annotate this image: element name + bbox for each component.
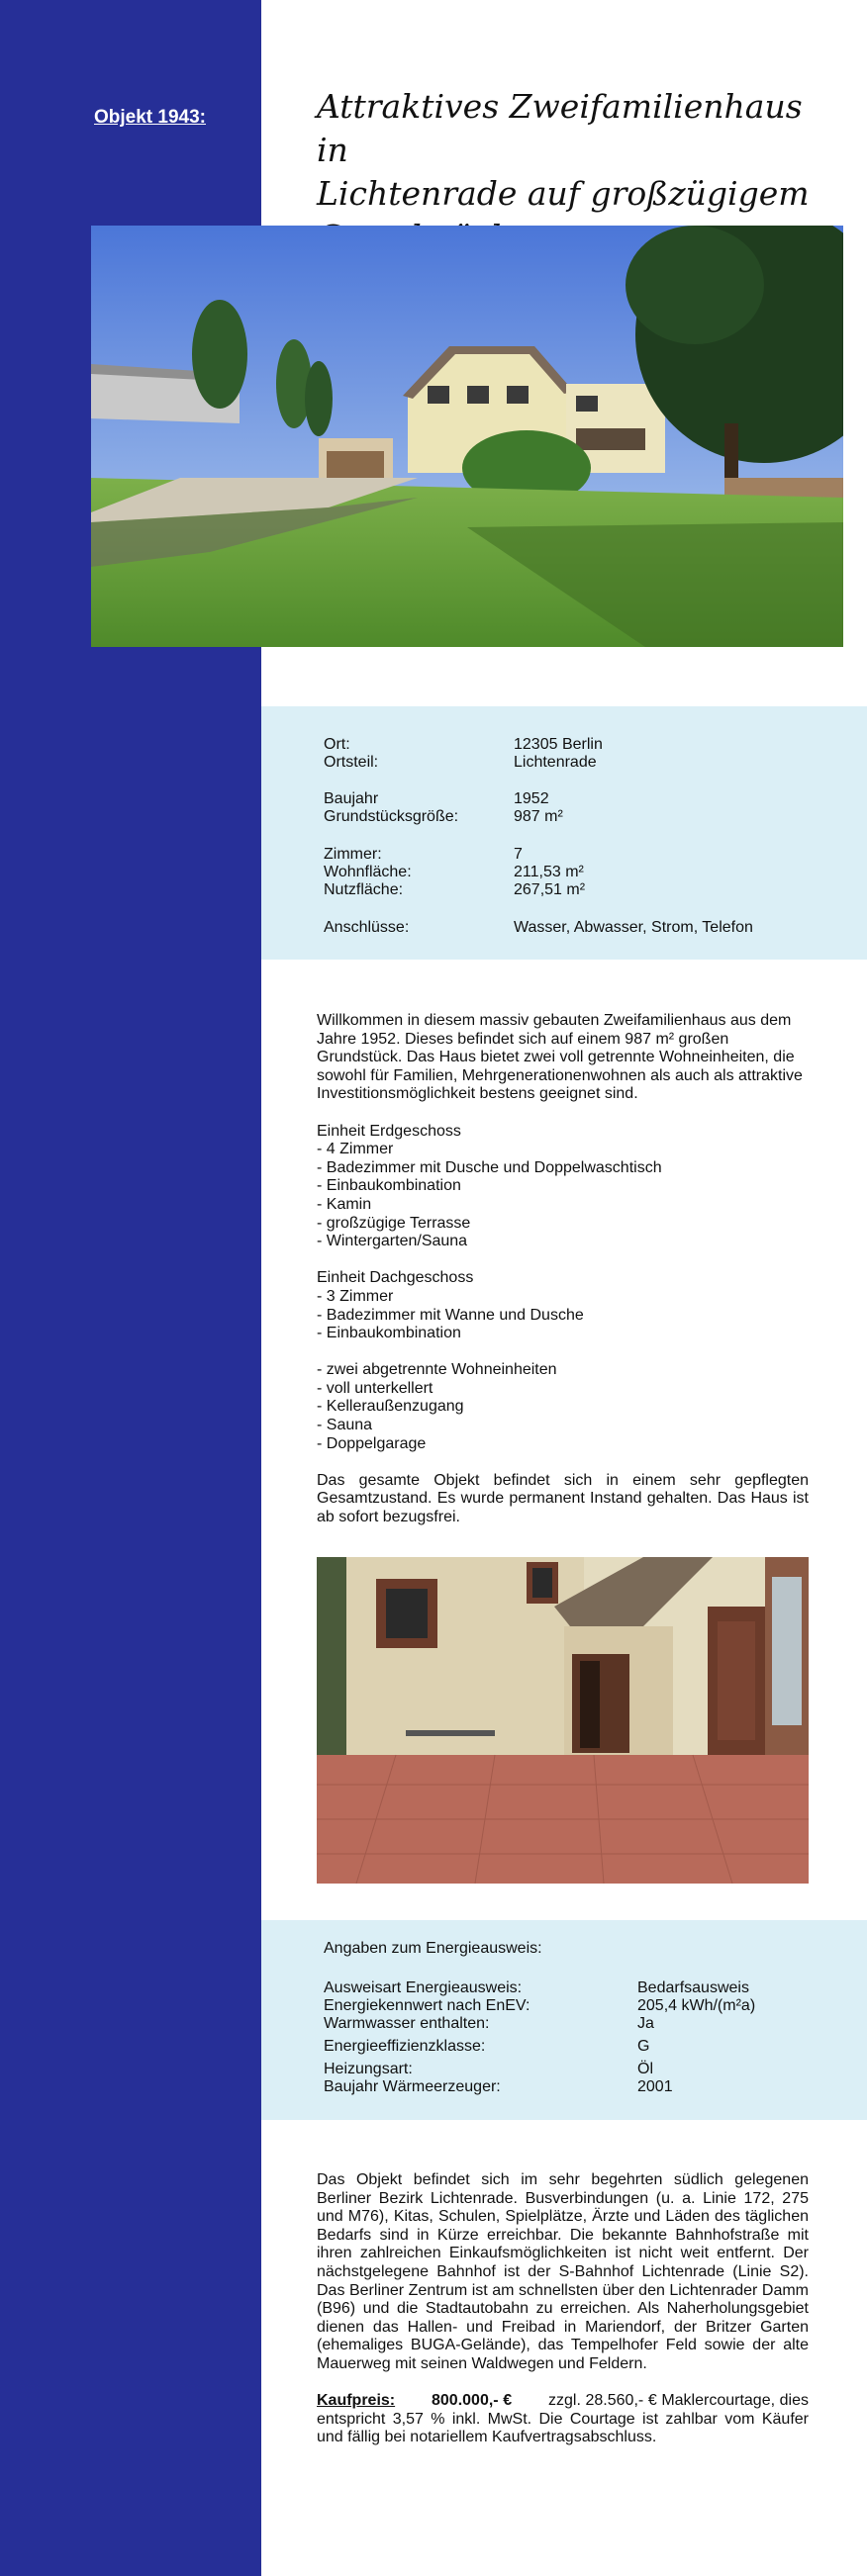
energy-value: 205,4 kWh/(m²a) xyxy=(637,1997,756,2014)
fact-value: 7 xyxy=(514,846,523,863)
list-item: - Badezimmer mit Dusche und Doppelwaschtisch xyxy=(317,1158,662,1176)
fact-value: 1952 xyxy=(514,790,549,807)
fact-label: Zimmer: xyxy=(324,846,382,863)
condition-paragraph: Das gesamte Objekt befindet sich in einem sehr gepflegten Gesamtzustand. Es wurde permanent Instand gehalten. Das Haus ist ab sofort bezugsfrei. xyxy=(317,1471,809,1526)
list-item: - voll unterkellert xyxy=(317,1379,434,1397)
list-item: - großzügige Terrasse xyxy=(317,1214,471,1232)
fact-label: Nutzfläche: xyxy=(324,881,404,898)
terrace-photo xyxy=(317,1557,809,1884)
list-item: - Einbaukombination xyxy=(317,1177,461,1195)
list-item: - zwei abgetrennte Wohneinheiten xyxy=(317,1361,557,1379)
list-item: - Kamin xyxy=(317,1195,372,1213)
fact-label: Grundstücksgröße: xyxy=(324,808,459,825)
unit-ground-floor xyxy=(317,1123,809,1251)
list-item: - Sauna xyxy=(317,1417,373,1434)
title-line-1: Attraktives Zweifamilienhaus in xyxy=(317,87,803,169)
price-amount: 800.000,- € xyxy=(432,2392,513,2410)
fact-label: Ortsteil: xyxy=(324,754,379,771)
house-exterior-photo xyxy=(91,226,843,647)
list-item: - Kelleraußenzugang xyxy=(317,1398,464,1416)
list-item: - Wintergarten/Sauna xyxy=(317,1233,468,1250)
object-number: Objekt 1943: xyxy=(94,107,206,128)
fact-label: Anschlüsse: xyxy=(324,919,410,936)
property-description xyxy=(317,1012,809,1545)
list-item: - 4 Zimmer xyxy=(317,1141,394,1158)
list-item: - Einbaukombination xyxy=(317,1325,461,1342)
energy-value: 2001 xyxy=(637,2078,673,2095)
location-paragraph: Das Objekt befindet sich im sehr begehrten südlich gelegenen Berliner Bezirk Lichtenrade. Busverbindungen (u. a. Linie 172, 275 und M76), Kitas, Schulen, Spielplätze, Ärzte und Läden des täglichen Bedarfs sind in Kürze erreichbar. Die bekannte Bahnhofstraße mit ihren zahlreichen Einkaufsmöglichkeiten ist nicht weit entfernt. Der nächstgelegene Bahnhof ist der S-Bahnhof Lichtenrade (Linie S2). Das Berliner Zentrum ist am schnellsten über den Lichtenrader Damm (B96) und die Stadtautobahn zu erreichen. Als Naherholungsgebiet dienen das Hallen- und Freibad in Mariendorf, der Britzer Garten (ehemaliges BUGA-Gelände), das Tempelhofer Feld sowie der alte Mauerweg mit seinen Waldwegen und Feldern. xyxy=(317,2171,809,2372)
price-label: Kaufpreis: xyxy=(317,2392,396,2410)
title-line-2: Lichtenrade auf großzügigem xyxy=(317,174,810,213)
intro-paragraph: Willkommen in diesem massiv gebauten Zweifamilienhaus aus dem Jahre 1952. Dieses befindet sich auf einem 987 m² großen Grundstück. Das Haus bietet zwei voll getrennte Wohneinheiten, die sowohl für Familien, Mehrgenerationenwohnen als auch als attraktive Investitionsmöglichkeit bestens geeignet sind. xyxy=(317,1012,803,1103)
energy-value: G xyxy=(637,2038,650,2055)
list-item: - Doppelgarage xyxy=(317,1434,427,1452)
energy-value: Bedarfsausweis xyxy=(637,1979,749,1996)
fact-value: 211,53 m² xyxy=(514,864,584,880)
price-paragraph xyxy=(317,2392,809,2447)
location-section xyxy=(317,2171,809,2466)
fact-label: Ort: xyxy=(324,736,350,753)
list-item: - Badezimmer mit Wanne und Dusche xyxy=(317,1306,584,1324)
energy-certificate-box xyxy=(261,1920,867,2120)
price-text: zzgl. 28.560,- € Maklercourtage, dies entspricht 3,57 % inkl. MwSt. Die Courtage ist zahlbar vom Käufer und fällig bei notariellem Kaufvertragsabschluss. xyxy=(317,2392,810,2446)
energy-label: Energieeffizienzklasse: xyxy=(324,2038,486,2055)
list-item: - 3 Zimmer xyxy=(317,1287,394,1305)
energy-label: Baujahr Wärmeerzeuger: xyxy=(324,2078,501,2095)
extras-list xyxy=(317,1361,809,1453)
energy-label: Energiekennwert nach EnEV: xyxy=(324,1997,530,2014)
property-facts-box xyxy=(261,706,867,960)
energy-heading: Angaben zum Energieausweis: xyxy=(324,1940,542,1957)
energy-label: Heizungsart: xyxy=(324,2061,413,2077)
energy-label: Warmwasser enthalten: xyxy=(324,2015,490,2032)
unit-attic-floor xyxy=(317,1269,809,1342)
fact-label: Wohnfläche: xyxy=(324,864,412,880)
fact-value: Wasser, Abwasser, Strom, Telefon xyxy=(514,919,753,936)
energy-label: Ausweisart Energieausweis: xyxy=(324,1979,523,1996)
energy-value: Ja xyxy=(637,2015,654,2032)
fact-label: Baujahr xyxy=(324,790,379,807)
energy-value: Öl xyxy=(637,2061,653,2077)
fact-value: 987 m² xyxy=(514,808,563,825)
fact-value: 267,51 m² xyxy=(514,881,586,898)
unit-heading: Einheit Erdgeschoss xyxy=(317,1122,461,1140)
fact-value: 12305 Berlin xyxy=(514,736,603,753)
fact-value: Lichtenrade xyxy=(514,754,597,771)
unit-heading: Einheit Dachgeschoss xyxy=(317,1269,474,1287)
